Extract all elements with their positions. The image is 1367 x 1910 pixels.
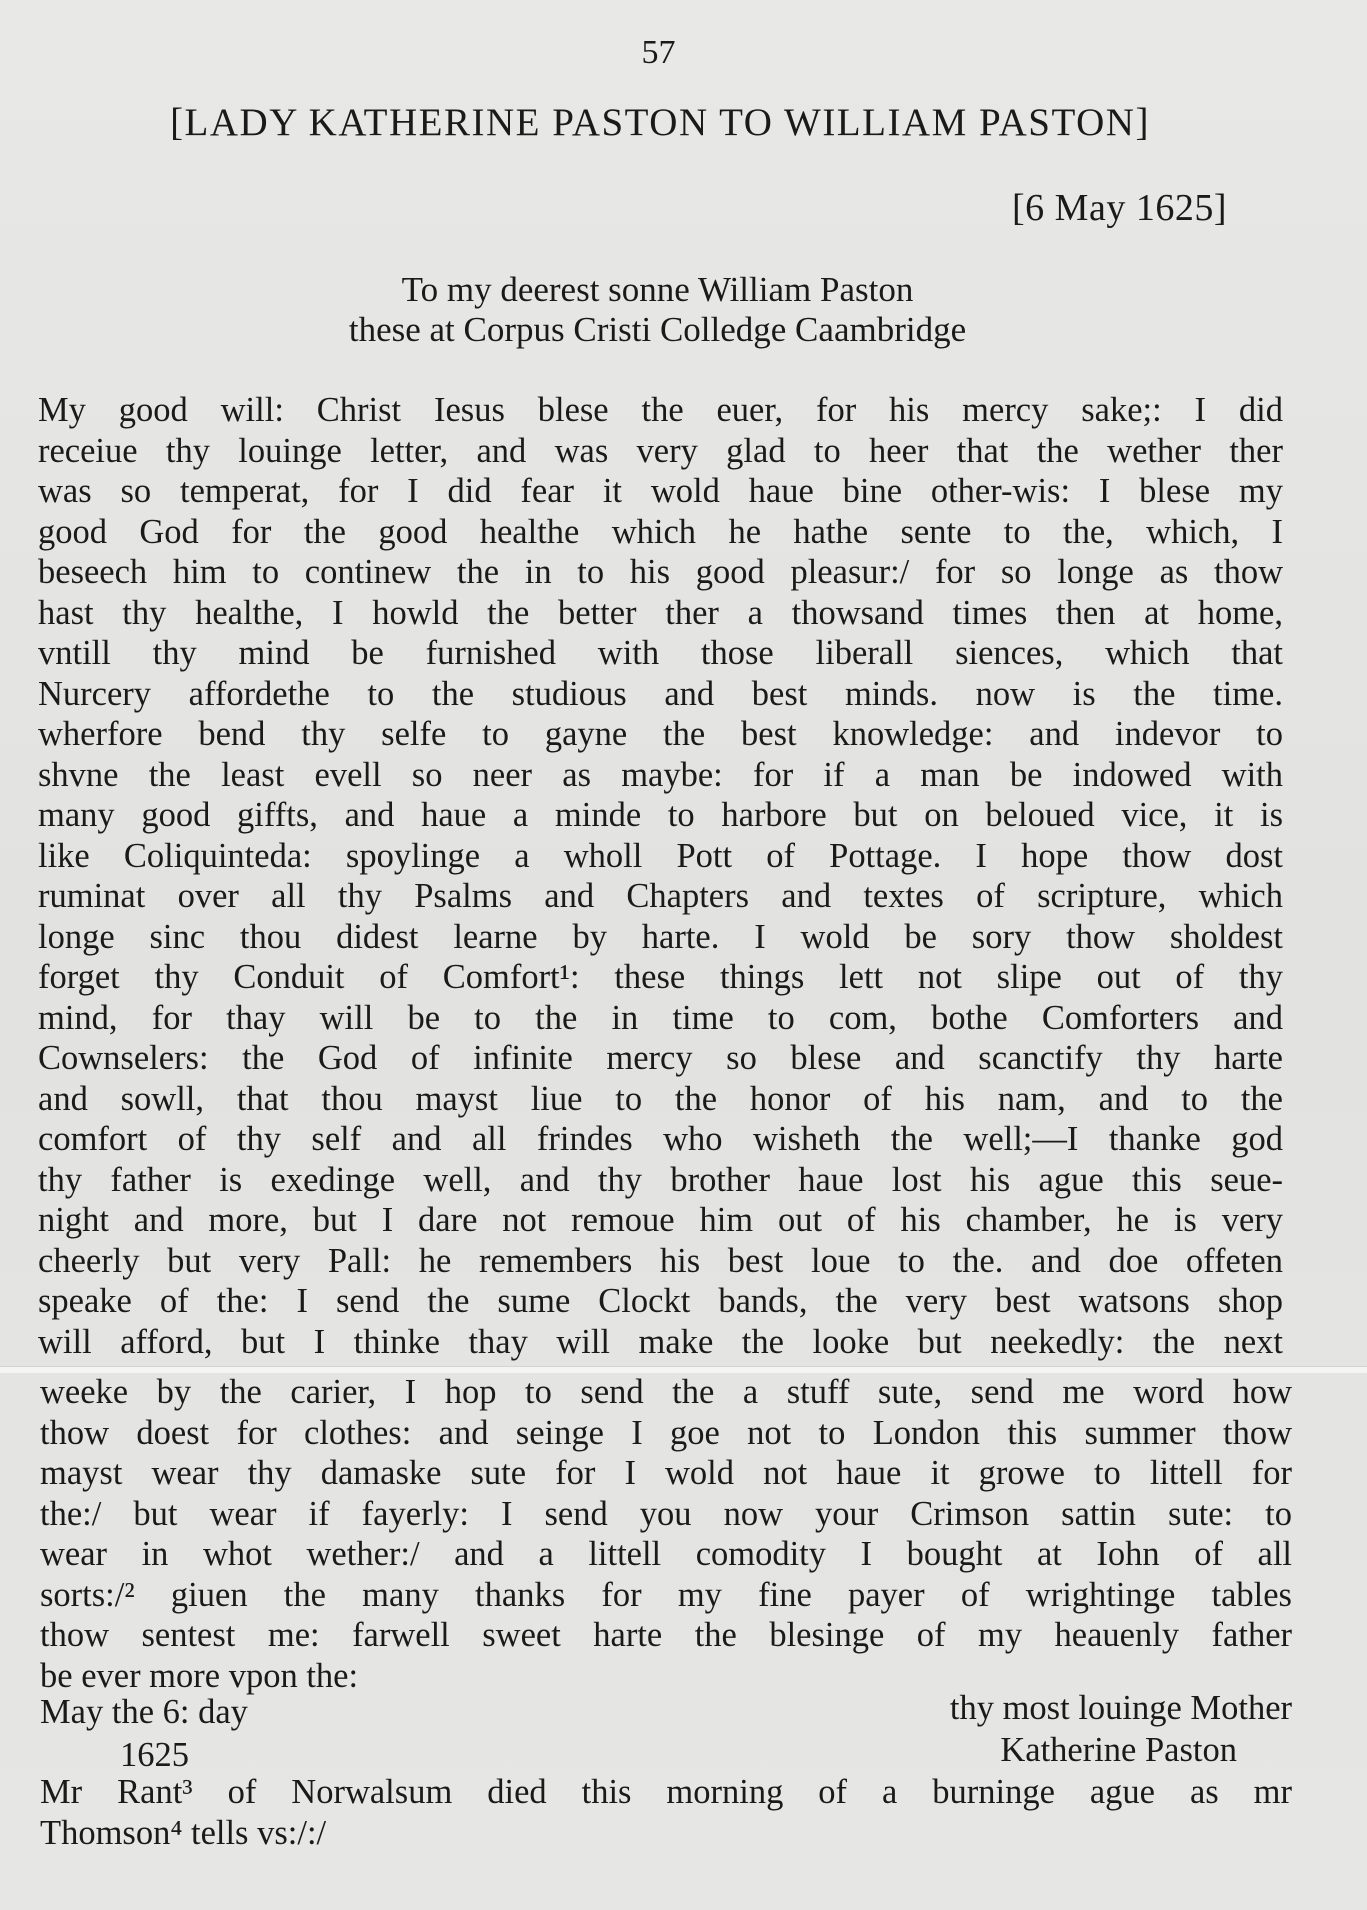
text-line: Mr Rant³ of Norwalsum died this morning of a burninge ague as mr bbox=[40, 1773, 1292, 1811]
text-line: wear in whot wether:/ and a littell comodity I bought at Iohn of all bbox=[40, 1535, 1292, 1573]
text-line: forget thy Conduit of Comfort¹: these things lett not slipe out of thy bbox=[38, 958, 1283, 996]
letter-address bbox=[0, 270, 1315, 350]
text-line: sorts:/² giuen the many thanks for my fine payer of wrightinge tables bbox=[40, 1575, 1292, 1614]
letter-body-upper bbox=[38, 390, 1283, 1362]
text-line: and sowll, that thou mayst liue to the honor of his nam, and to the bbox=[38, 1079, 1283, 1118]
text-line: longe sinc thou didest learne by harte. I wold be sory thow sholdest bbox=[38, 917, 1283, 956]
signature-line-1: thy most louinge Mother bbox=[949, 1689, 1292, 1727]
letter-postscript bbox=[40, 1772, 1292, 1853]
text-line: good God for the good healthe which he hathe sente to the, which, I bbox=[38, 512, 1283, 551]
text-line: Cownselers: the God of infinite mercy so blese and scanctify thy harte bbox=[38, 1039, 1283, 1077]
text-line: thow sentest me: farwell sweet harte the blesinge of my heauenly father bbox=[40, 1616, 1292, 1654]
text-line: ruminat over all thy Psalms and Chapters and textes of scripture, which bbox=[38, 877, 1283, 915]
text-line: receiue thy louinge letter, and was very glad to heer that the wether ther bbox=[38, 431, 1283, 470]
text-line: cheerly but very Pall: he remembers his best loue to the. and doe offeten bbox=[38, 1241, 1283, 1280]
address-line-2: these at Corpus Cristi Colledge Caambridge bbox=[348, 310, 967, 349]
text-line: be ever more vpon the: bbox=[40, 1656, 359, 1695]
text-line: thow doest for clothes: and seinge I goe not to London this summer thow bbox=[40, 1413, 1292, 1452]
letter-title: [LADY KATHERINE PASTON TO WILLIAM PASTON] bbox=[170, 101, 1150, 144]
letter-date: [6 May 1625] bbox=[1012, 187, 1227, 229]
text-line: speake of the: I send the sume Clockt bands, the very best watsons shop bbox=[38, 1282, 1283, 1320]
text-line: beseech him to continew the in to his good pleasur:/ for so longe as thow bbox=[38, 553, 1283, 591]
text-line: Thomson⁴ tells vs:/:/ bbox=[40, 1813, 327, 1852]
signature-line-2: Katherine Paston bbox=[1000, 1731, 1237, 1769]
text-line: thy father is exedinge well, and thy brother haue lost his ague this seue- bbox=[38, 1160, 1283, 1199]
text-line: night and more, but I dare not remoue him out of his chamber, he is very bbox=[38, 1201, 1283, 1239]
text-line: shvne the least evell so neer as maybe: for if a man be indowed with bbox=[38, 755, 1283, 794]
text-line: Nurcery affordethe to the studious and best minds. now is the time. bbox=[38, 674, 1283, 713]
text-line: the:/ but wear if fayerly: I send you now your Crimson sattin sute: to bbox=[40, 1494, 1292, 1533]
text-line: mind, for thay will be to the in time to com, bothe Comforters and bbox=[38, 998, 1283, 1037]
text-line: mayst wear thy damaske sute for I wold not haue it growe to littell for bbox=[40, 1454, 1292, 1492]
letter-body-lower bbox=[40, 1372, 1292, 1696]
text-line: was so temperat, for I did fear it wold haue bine other-wis: I blese my bbox=[38, 472, 1283, 510]
page-number: 57 bbox=[641, 34, 676, 71]
text-line: vntill thy mind be furnished with those liberall siences, which that bbox=[38, 634, 1283, 672]
letter-closing bbox=[40, 1689, 1292, 1782]
closing-date-line-1: May the 6: day bbox=[40, 1693, 248, 1731]
text-line: many good giffts, and haue a minde to harbore but on beloued vice, it is bbox=[38, 796, 1283, 834]
text-line: My good will: Christ Iesus blese the euer, for his mercy sake;: I did bbox=[38, 391, 1283, 429]
text-line: weeke by the carier, I hop to send the a stuff sute, send me word how bbox=[40, 1373, 1292, 1411]
text-line: wherfore bend thy selfe to gayne the best knowledge: and indevor to bbox=[38, 715, 1283, 753]
text-line: comfort of thy self and all frindes who wisheth the well;—I thanke god bbox=[38, 1120, 1283, 1158]
closing-date-line-2: 1625 bbox=[120, 1736, 189, 1774]
address-line-1: To my deerest sonne William Paston bbox=[401, 270, 914, 309]
text-line: like Coliquinteda: spoylinge a wholl Pott of Pottage. I hope thow dost bbox=[38, 836, 1283, 875]
text-line: hast thy healthe, I howld the better ther a thowsand times then at home, bbox=[38, 593, 1283, 632]
text-line: will afford, but I thinke thay will make the looke but neekedly: the next bbox=[38, 1322, 1283, 1361]
